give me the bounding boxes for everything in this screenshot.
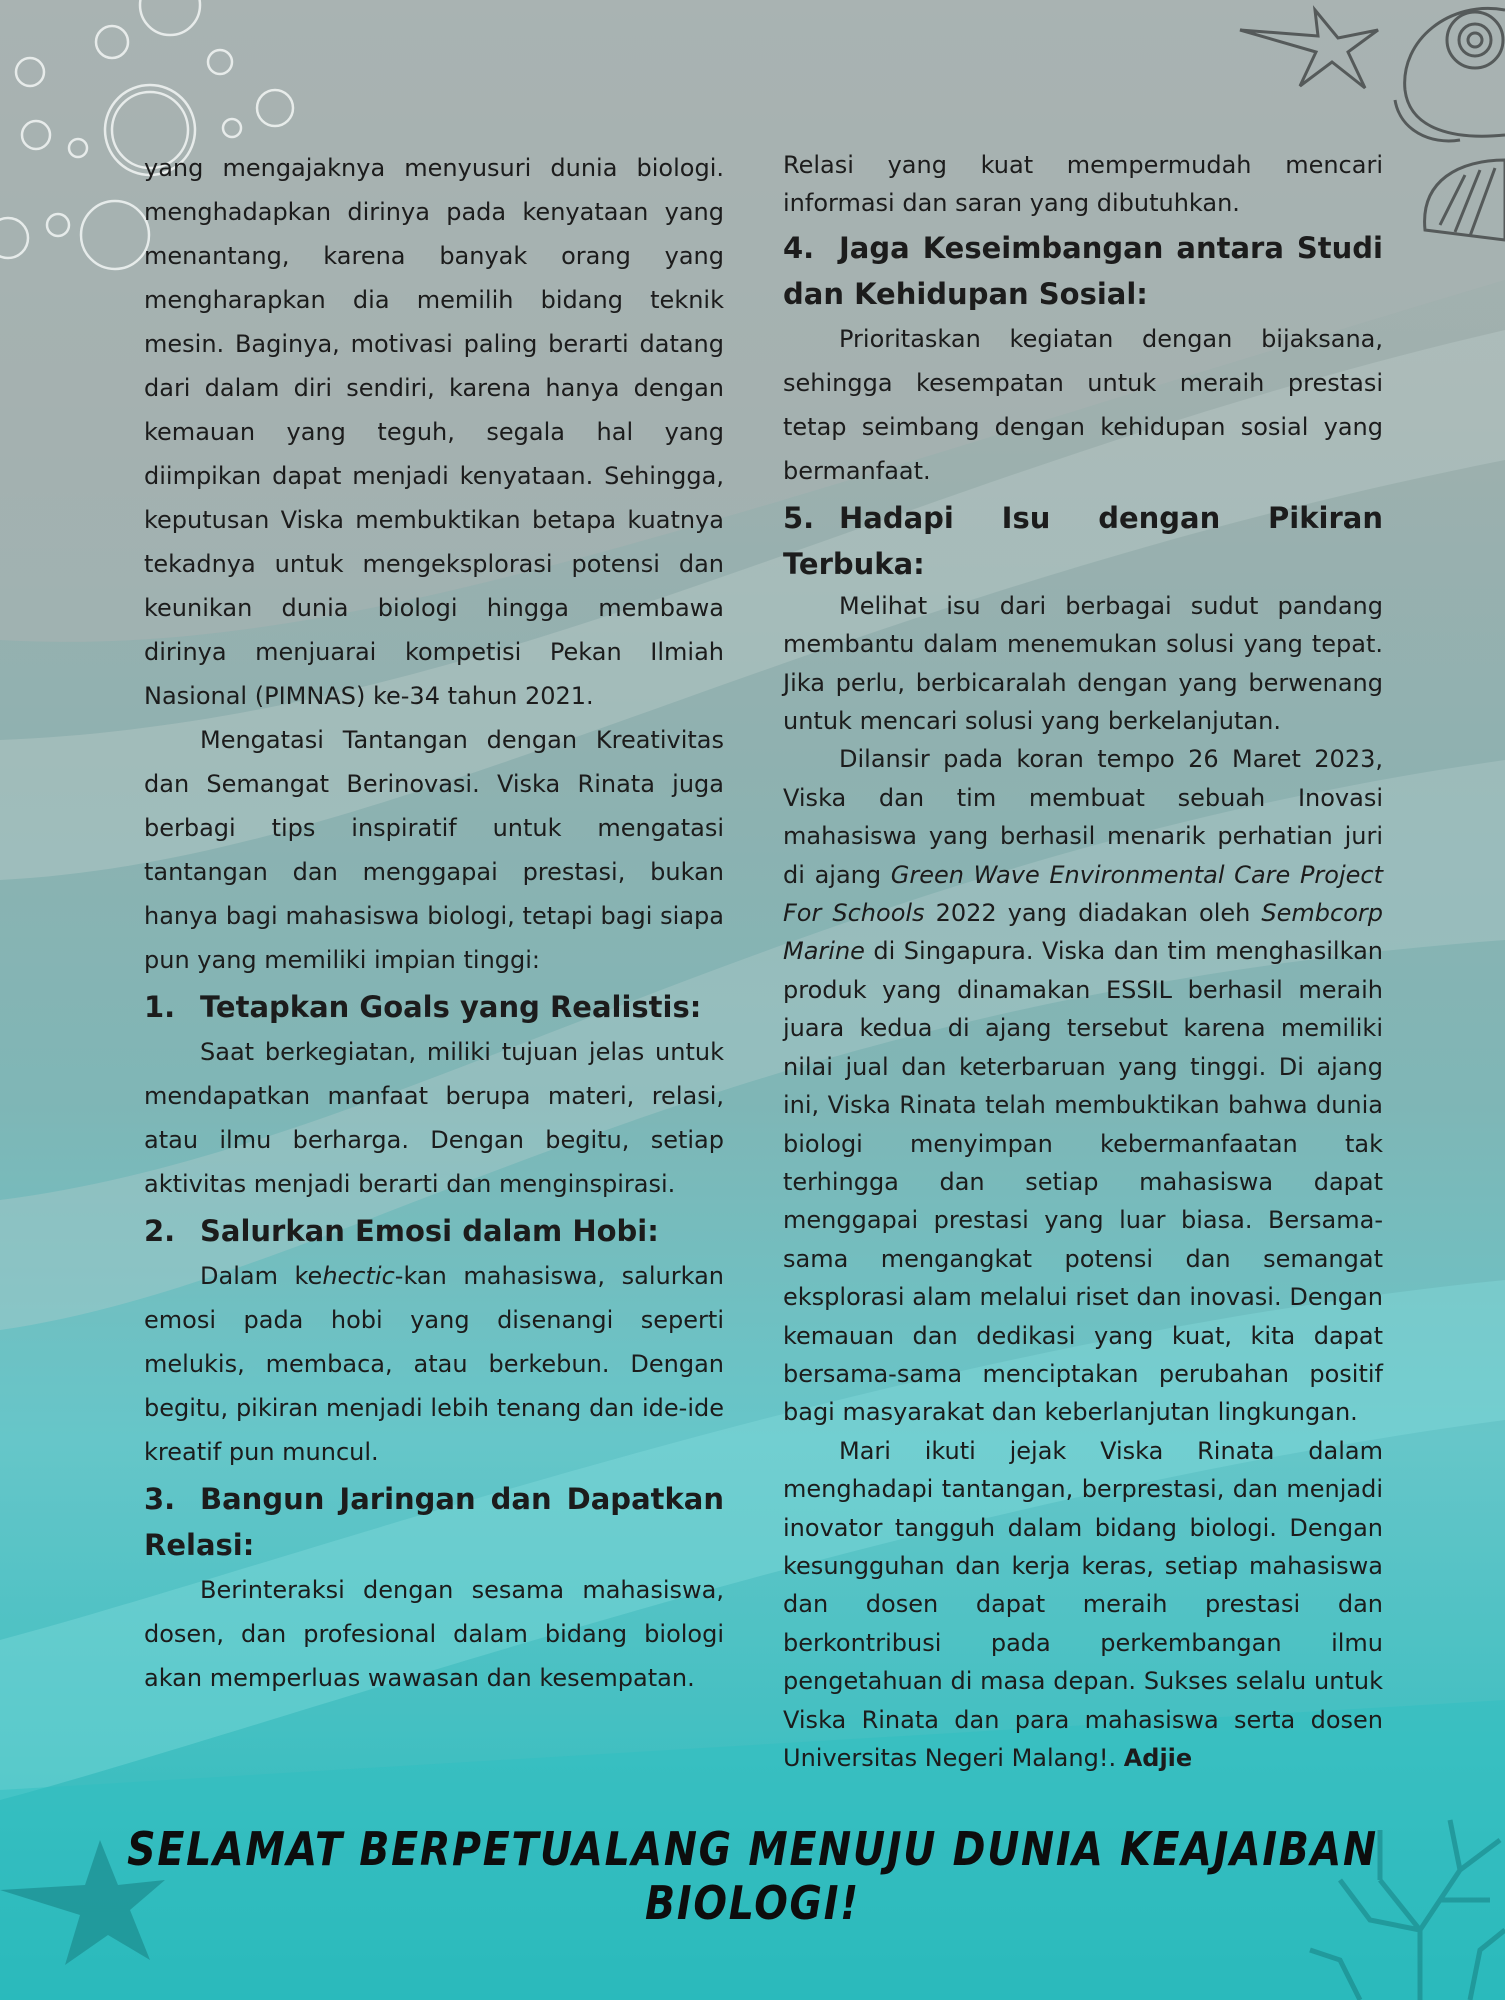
tip-number: 1. <box>144 990 176 1024</box>
tip-heading-5 <box>783 495 1383 587</box>
tip-number: 4. <box>783 230 815 265</box>
tip-title: Jaga Keseimbangan antara Studi dan Kehidupan Sosial: <box>783 230 1383 311</box>
tip-body-3: Berinteraksi dengan sesama mahasiswa, dosen, dan profesional dalam bidang biologi akan memperluas wawasan dan kesempatan. <box>144 1576 724 1692</box>
text-run: di Singapura. Viska dan tim menghasilkan produk yang dinamakan ESSIL berhasil meraih juara kedua di ajang tersebut karena memiliki nilai jual dan keterbaruan yang tinggi. Di ajang ini, Viska Rinata telah membuktikan bahwa dunia biologi menyimpan kebermanfaatan tak terhingga dan setiap mahasiswa dapat menggapai prestasi yang luar biasa. Bersama-sama mengangkat potensi dan semangat eksplorasi alam melalui riset dan inovasi. Dengan kemauan dan dedikasi yang kuat, kita dapat bersama-sama menciptakan perubahan positif bagi masyarakat dan keberlanjutan lingkungan. <box>783 937 1383 1427</box>
footer-slogan: SELAMAT BERPETUALANG MENUJU DUNIA KEAJAIBAN BIOLOGI! <box>127 1822 1378 1930</box>
tip-heading-3 <box>144 1476 724 1568</box>
tip-heading-2 <box>144 1208 724 1254</box>
right-column <box>783 146 1383 1777</box>
left-column <box>144 146 724 1700</box>
tip-body-5: Melihat isu dari berbagai sudut pandang membantu dalam menemukan solusi yang tepat. Jika perlu, berbicaralah dengan yang berwenang untuk mencari solusi yang berkelanjutan. <box>783 591 1383 736</box>
tip-heading-1 <box>144 984 724 1030</box>
italic-term: hectic <box>322 1262 395 1290</box>
text-run: Dalam ke <box>200 1262 323 1290</box>
tip-number: 2. <box>144 1214 176 1248</box>
tip-number: 3. <box>144 1482 176 1516</box>
tip-number: 5. <box>783 500 815 535</box>
tip-heading-4 <box>783 225 1383 317</box>
tip-body-4: Prioritaskan kegiatan dengan bijaksana, sehingga kesempatan untuk meraih prestasi tetap seimbang dengan kehidupan sosial yang bermanfaat. <box>783 324 1383 485</box>
tip-title: Salurkan Emosi dalam Hobi: <box>200 1214 659 1248</box>
paragraph: Mengatasi Tantangan dengan Kreativitas dan Semangat Berinovasi. Viska Rinata juga berbagi tips inspiratif untuk mengatasi tantangan dan menggapai prestasi, bukan hanya bagi mahasiswa biologi, tetapi bagi siapa pun yang memiliki impian tinggi: <box>144 726 724 974</box>
tip-body-1: Saat berkegiatan, miliki tujuan jelas untuk mendapatkan manfaat berupa materi, relasi, atau ilmu berharga. Dengan begitu, setiap aktivitas menjadi berarti dan menginspirasi. <box>144 1038 724 1198</box>
paragraph: yang mengajaknya menyusuri dunia biologi. menghadapkan dirinya pada kenyataan yang menantang, karena banyak orang yang mengharapkan dia memilih bidang teknik mesin. Baginya, motivasi paling berarti datang dari dalam diri sendiri, karena hanya dengan kemauan yang teguh, segala hal yang diimpikan dapat menjadi kenyataan. Sehingga, keputusan Viska membuktikan betapa kuatnya tekadnya untuk mengeksplorasi potensi dan keunikan dunia biologi hingga membawa dirinya menjuarai kompetisi Pekan Ilmiah Nasional (PIMNAS) ke-34 tahun 2021. <box>144 154 724 710</box>
tip-title: Tetapkan Goals yang Realistis: <box>200 990 702 1024</box>
paragraph <box>783 740 1383 1431</box>
author-name: Adjie <box>1123 1744 1193 1772</box>
text-run: Dilansir pada koran tempo 26 Maret 2023, Viska dan tim membuat sebuah Inovasi mahasiswa yang berhasil menarik perhatian juri di ajang <box>783 745 1383 889</box>
paragraph: Relasi yang kuat mempermudah mencari informasi dan saran yang dibutuhkan. <box>783 151 1383 218</box>
tip-title: Hadapi Isu dengan Pikiran Terbuka: <box>783 500 1383 581</box>
paragraph <box>783 1432 1383 1778</box>
text-run: 2022 yang diadakan oleh <box>924 899 1262 928</box>
text-run: Mari ikuti jejak Viska Rinata dalam menghadapi tantangan, berprestasi, dan menjadi inovator tangguh dalam bidang biologi. Dengan kesungguhan dan kerja keras, setiap mahasiswa dan dosen dapat meraih prestasi dan berkontribusi pada perkembangan ilmu pengetahuan di masa depan. Sukses selalu untuk Viska Rinata dan para mahasiswa serta dosen Universitas Negeri Malang!. <box>783 1436 1383 1772</box>
tip-body-2 <box>144 1254 724 1474</box>
italic-term: Green Wave Environmental Care Project For Schools <box>783 860 1383 928</box>
text-run: -kan mahasiswa, salurkan emosi pada hobi yang disenangi seperti melukis, membaca, atau berkebun. Dengan begitu, pikiran menjadi lebih tenang dan ide-ide kreatif pun muncul. <box>144 1262 724 1466</box>
tip-title: Bangun Jaringan dan Dapatkan Relasi: <box>144 1482 724 1562</box>
italic-term: Sembcorp Marine <box>783 899 1383 966</box>
